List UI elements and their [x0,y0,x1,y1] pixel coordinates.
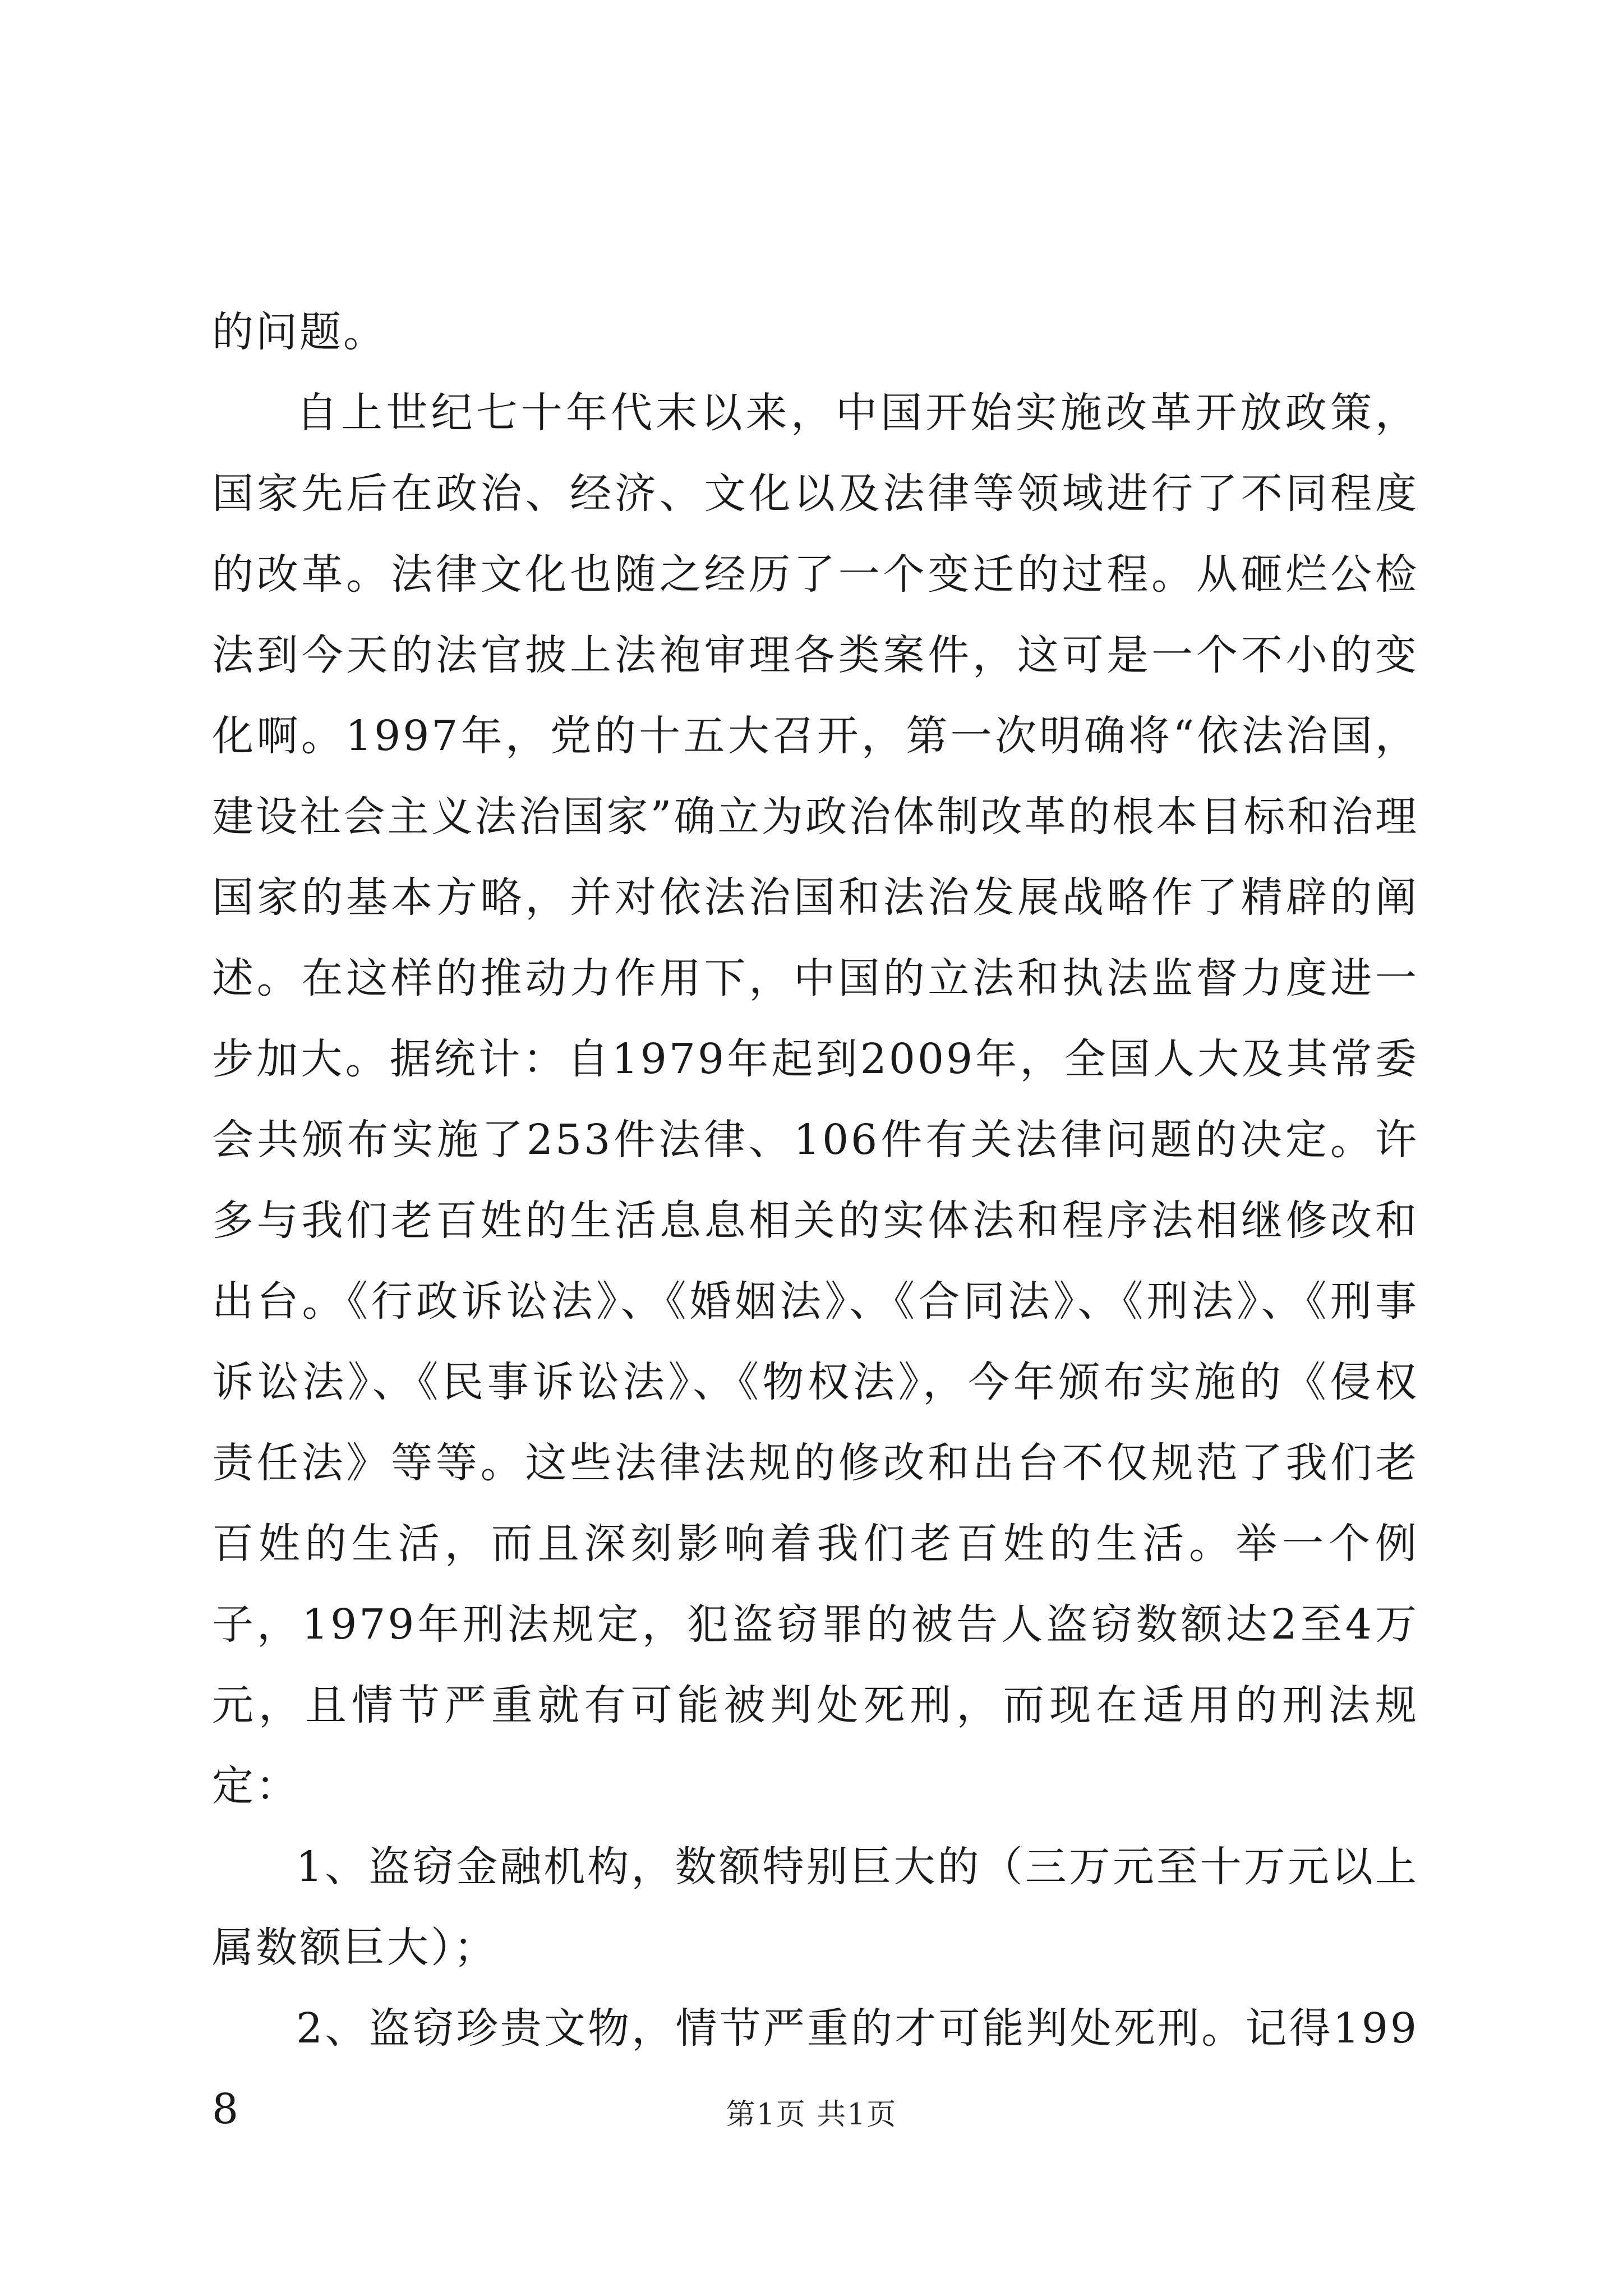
paragraph-reform-history: 自上世纪七十年代末以来，中国开始实施改革开放政策，国家先后在政治、经济、文化以及法律等领域进行了不同程度的改革。法律文化也随之经历了一个变迁的过程。从砸烂公检法到今天的法官披上法袍审理各类案件，这可是一个不小的变化啊。1997年，党的十五大召开，第一次明确将“依法治国，建设社会主义法治国家”确立为政治体制改革的根本目标和治理国家的基本方略，并对依法治国和法治发展战略作了精辟的阐述。在这样的推动力作用下，中国的立法和执法监督力度进一步加大。据统计：自1979年起到2009年，全国人大及其常委会共颁布实施了253件法律、106件有关法律问题的决定。许多与我们老百姓的生活息息相关的实体法和程序法相继修改和出台。《行政诉讼法》、《婚姻法》、《合同法》、《刑法》、《刑事诉讼法》、《民事诉讼法》、《物权法》，今年颁布实施的《侵权责任法》等等。这些法律法规的修改和出台不仅规范了我们老百姓的生活，而且深刻影响着我们老百姓的生活。举一个例子，1979年刑法规定，犯盗窃罪的被告人盗窃数额达2至4万元，且情节严重就有可能被判处死刑，而现在适用的刑法规定： [212,389,1419,1810]
paragraph-continuation: 的问题。 [212,308,387,356]
page-footer: 第1页 共1页 [726,2098,897,2132]
paragraph-list-item-1: 1、盗窃金融机构，数额特别巨大的（三万元至十万元以上属数额巨大）； [212,1843,1419,1972]
document-body [212,292,1419,2150]
paragraph-list-item-2: 2、盗窃珍贵文物，情节严重的才可能判处死刑。记得1998 [212,2004,1419,2133]
